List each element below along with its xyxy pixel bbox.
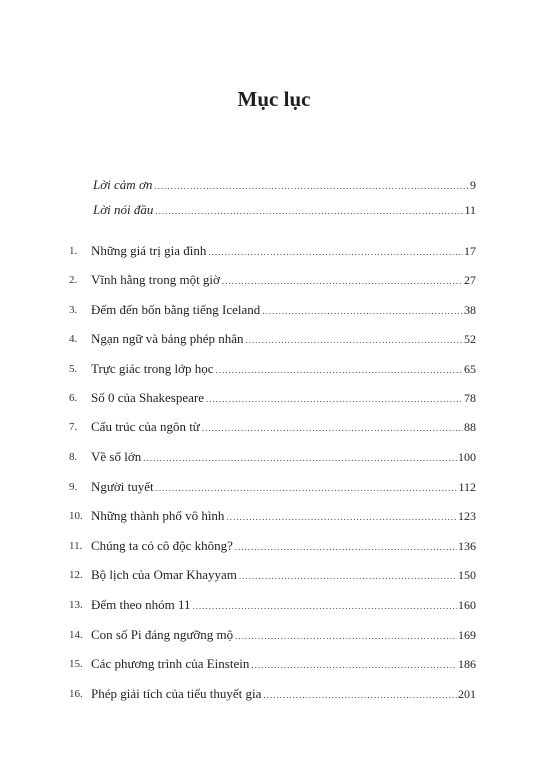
toc-entry-label: Lời nói đầu xyxy=(93,202,154,217)
toc-entry-page: 78 xyxy=(464,391,476,405)
toc-entry xyxy=(91,448,476,467)
toc-entry-label: Những giá trị gia đình xyxy=(91,243,207,258)
dot-leader xyxy=(215,361,463,379)
toc-entry-label: Ngạn ngữ và bảng phép nhân xyxy=(91,331,244,346)
dot-leader xyxy=(193,597,457,615)
dot-leader xyxy=(235,627,457,645)
toc-entry-label: Những thành phố vô hình xyxy=(91,508,225,523)
toc-entry-page: 88 xyxy=(464,420,476,434)
toc-entry-page: 136 xyxy=(458,539,476,553)
chapter-number: 11. xyxy=(69,540,83,552)
toc-entry-page: 112 xyxy=(458,480,476,494)
dot-leader xyxy=(226,508,457,526)
toc-entry-page: 27 xyxy=(464,273,476,287)
toc-entry xyxy=(91,566,476,585)
toc-entry xyxy=(91,626,476,645)
toc-entry-page: 201 xyxy=(458,687,476,701)
toc-entry-label: Chúng ta có cô độc không? xyxy=(91,538,233,553)
dot-leader xyxy=(235,538,457,556)
toc-entry xyxy=(91,242,476,261)
toc-entry-page: 169 xyxy=(458,628,476,642)
dot-leader xyxy=(208,243,463,261)
dot-leader xyxy=(262,302,463,320)
toc-entry-label: Đếm theo nhóm 11 xyxy=(91,597,191,612)
chapter-number: 5. xyxy=(69,363,78,375)
dot-leader xyxy=(143,449,457,467)
page-title: Mục lục xyxy=(237,87,311,111)
toc-entry-label: Các phương trình của Einstein xyxy=(91,656,250,671)
toc-entry xyxy=(91,537,476,556)
dot-leader xyxy=(251,656,457,674)
toc-entry-label: Cấu trúc của ngôn từ xyxy=(91,419,200,434)
toc-entry-label: Phép giải tích của tiểu thuyết gia xyxy=(91,686,262,701)
toc-entry-page: 186 xyxy=(458,657,476,671)
toc-entry-page: 52 xyxy=(464,332,476,346)
toc-entry xyxy=(91,360,476,379)
toc-entry-page: 160 xyxy=(458,598,476,612)
toc-entry-page: 17 xyxy=(464,244,476,258)
chapter-number: 13. xyxy=(69,599,83,611)
chapter-number: 15. xyxy=(69,658,83,670)
toc-entry xyxy=(91,301,476,320)
toc-entry-page: 123 xyxy=(458,509,476,523)
toc-entry xyxy=(91,271,476,290)
toc-entry xyxy=(91,507,476,526)
toc-entry-label: Vĩnh hằng trong một giờ xyxy=(91,272,220,287)
chapter-number: 6. xyxy=(69,392,78,404)
toc-entry xyxy=(91,655,476,674)
toc-entry xyxy=(91,330,476,349)
toc-entry-label: Trực giác trong lớp học xyxy=(91,361,214,376)
toc-entry-acknowledgements xyxy=(93,176,476,195)
chapter-number: 10. xyxy=(69,510,83,522)
toc-entry-label: Lời cảm ơn xyxy=(93,177,153,192)
chapter-number: 14. xyxy=(69,629,83,641)
chapter-number: 8. xyxy=(69,451,78,463)
toc-entry xyxy=(91,596,476,615)
toc-entry xyxy=(91,418,476,437)
toc-entry-page: 38 xyxy=(464,303,476,317)
dot-leader xyxy=(206,390,463,408)
toc-entry-label: Bộ lịch của Omar Khayyam xyxy=(91,567,237,582)
chapter-number: 2. xyxy=(69,274,78,286)
dot-leader xyxy=(155,202,463,220)
chapter-number: 9. xyxy=(69,481,78,493)
toc-entry xyxy=(91,478,476,497)
chapter-number: 4. xyxy=(69,333,78,345)
dot-leader xyxy=(246,331,463,349)
chapter-number: 16. xyxy=(69,688,83,700)
toc-entry-page: 150 xyxy=(458,568,476,582)
toc-entry-page: 100 xyxy=(458,450,476,464)
toc-entry-page: 9 xyxy=(470,178,476,192)
toc-entry-label: Con số Pi đáng ngưỡng mộ xyxy=(91,627,234,642)
dot-leader xyxy=(239,567,457,585)
toc-entry-label: Người tuyết xyxy=(91,479,154,494)
dot-leader xyxy=(222,272,463,290)
dot-leader xyxy=(154,177,469,195)
chapter-number: 7. xyxy=(69,421,78,433)
toc-entry xyxy=(91,685,476,704)
toc-entry-label: Về số lớn xyxy=(91,449,142,464)
chapter-number: 3. xyxy=(69,304,78,316)
toc-entry xyxy=(91,389,476,408)
toc-entry-page: 65 xyxy=(464,362,476,376)
toc-entry-label: Số 0 của Shakespeare xyxy=(91,390,204,405)
toc-entry-page: 11 xyxy=(464,203,476,217)
chapter-number: 1. xyxy=(69,245,78,257)
dot-leader xyxy=(202,419,463,437)
dot-leader xyxy=(156,479,458,497)
chapter-number: 12. xyxy=(69,569,83,581)
toc-entry-preface xyxy=(93,201,476,220)
dot-leader xyxy=(263,686,457,704)
toc-entry-label: Đếm đến bốn bằng tiếng Iceland xyxy=(91,302,261,317)
